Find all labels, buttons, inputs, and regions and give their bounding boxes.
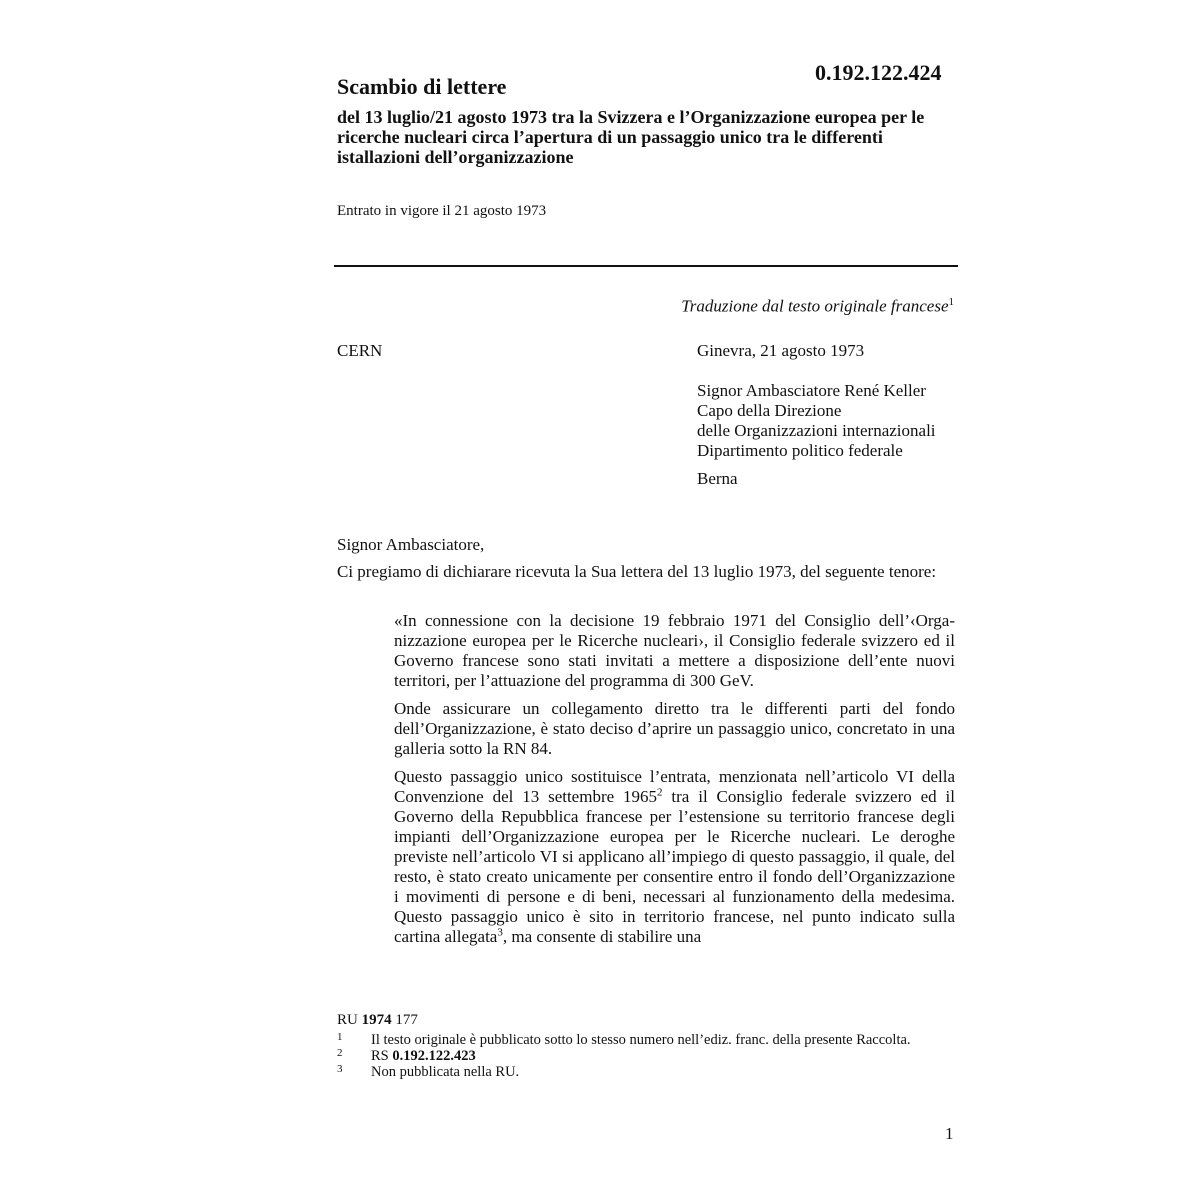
footnote-number: 3 xyxy=(337,1063,343,1075)
footnote-text: Non pubblicata nella RU. xyxy=(371,1064,520,1080)
translation-note-text: Traduzione dal testo originale francese xyxy=(681,296,949,316)
footnote-mark-2: 2 xyxy=(657,786,663,799)
entry-into-force: Entrato in vigore il 21 agosto 1973 xyxy=(337,203,547,219)
recipient-city: Berna xyxy=(697,469,738,488)
footnote-mark-1: 1 xyxy=(948,296,954,308)
header-divider xyxy=(334,265,958,267)
recipient-line: Signor Ambasciatore René Keller xyxy=(697,381,926,400)
ru-prefix: RU xyxy=(337,1012,358,1028)
recipient-line: Capo della Direzione xyxy=(697,401,842,420)
ru-page: 177 xyxy=(395,1012,418,1028)
footnote-1 xyxy=(337,1032,937,1048)
sr-number: 0.192.122.424 xyxy=(815,60,942,85)
letter-place-date: Ginevra, 21 agosto 1973 xyxy=(697,341,865,360)
document-title: Scambio di lettere xyxy=(337,74,507,99)
letter-sender: CERN xyxy=(337,341,383,360)
ru-reference xyxy=(337,1012,418,1029)
quoted-letter xyxy=(394,611,955,955)
recipient-line: Dipartimento politico federale xyxy=(697,441,903,460)
footnote-number: 1 xyxy=(337,1031,343,1043)
letter-intro: Ci pregiamo di dichiarare ricevuta la Sua lettera del 13 luglio 1973, del seguente tenore: xyxy=(337,562,937,581)
footnote-text: Il testo originale è pubblicato sotto lo stesso numero nell’ediz. franc. della presente Raccolta. xyxy=(371,1032,911,1048)
recipient-line: delle Organizzazioni internazionali xyxy=(697,421,936,440)
quote-text: Questo passaggio unico sostituisce l’entrata, menzionata nell’articolo VI della Convenzione del 13 settembre 1965 xyxy=(394,767,955,806)
footnote-prefix: RS xyxy=(371,1048,389,1064)
quote-paragraph-1: «In connessione con la decisione 19 febbraio 1971 del Consiglio dell’‹Organizzazione europea per le Ricerche nucleari›, il Consiglio federale svizzero ed il Governo francese sono stati invitati a mettere a disposizione dell’ente nuovi territori, per l’attuazione del programma di 300 GeV. xyxy=(394,611,955,690)
footnote-sr-link: 0.192.122.423 xyxy=(392,1048,476,1064)
footnote-number: 2 xyxy=(337,1047,343,1059)
page-number: 1 xyxy=(945,1124,954,1143)
footnotes xyxy=(337,1032,937,1080)
footnote-mark-3: 3 xyxy=(497,926,503,939)
letter-salutation: Signor Ambasciatore, xyxy=(337,535,485,554)
quote-text: , ma consente di stabilire una xyxy=(502,927,702,946)
quote-text: tra il Consiglio federale svizzero ed il Governo della Repubblica francese per l’estensione su territorio francese degli impianti dell’Organizzazione europea per le Ricerche nucleari. Le deroghe previste nell’articolo VI si applicano all’impiego di questo passaggio, il quale, del resto, è stato creato unicamente per consentire entro il fondo dell’Organizzazione i movimenti di persone e di beni, necessari al funzionamento della medesima. Questo passaggio unico è sito in territorio francese, nel punto indicato sulla cartina allegata xyxy=(394,787,955,946)
letter-recipient xyxy=(697,381,936,489)
quote-paragraph-3 xyxy=(394,767,955,947)
quote-paragraph-2: Onde assicurare un collegamento diretto tra le differenti parti del fondo dell’Organizzazione, è stato deciso d’aprire un passaggio unico, concretato in una galleria sotto la RN 84. xyxy=(394,699,955,758)
ru-year: 1974 xyxy=(361,1012,392,1028)
footnote-3 xyxy=(337,1064,937,1080)
translation-note xyxy=(681,296,954,317)
footnote-2 xyxy=(337,1048,937,1064)
document-subtitle: del 13 luglio/21 agosto 1973 tra la Svizzera e l’Organizzazione europea per le ricerche nucleari circa l’apertura di un passaggio unico tra le differenti istallazioni dell’organizzazione xyxy=(337,107,925,167)
